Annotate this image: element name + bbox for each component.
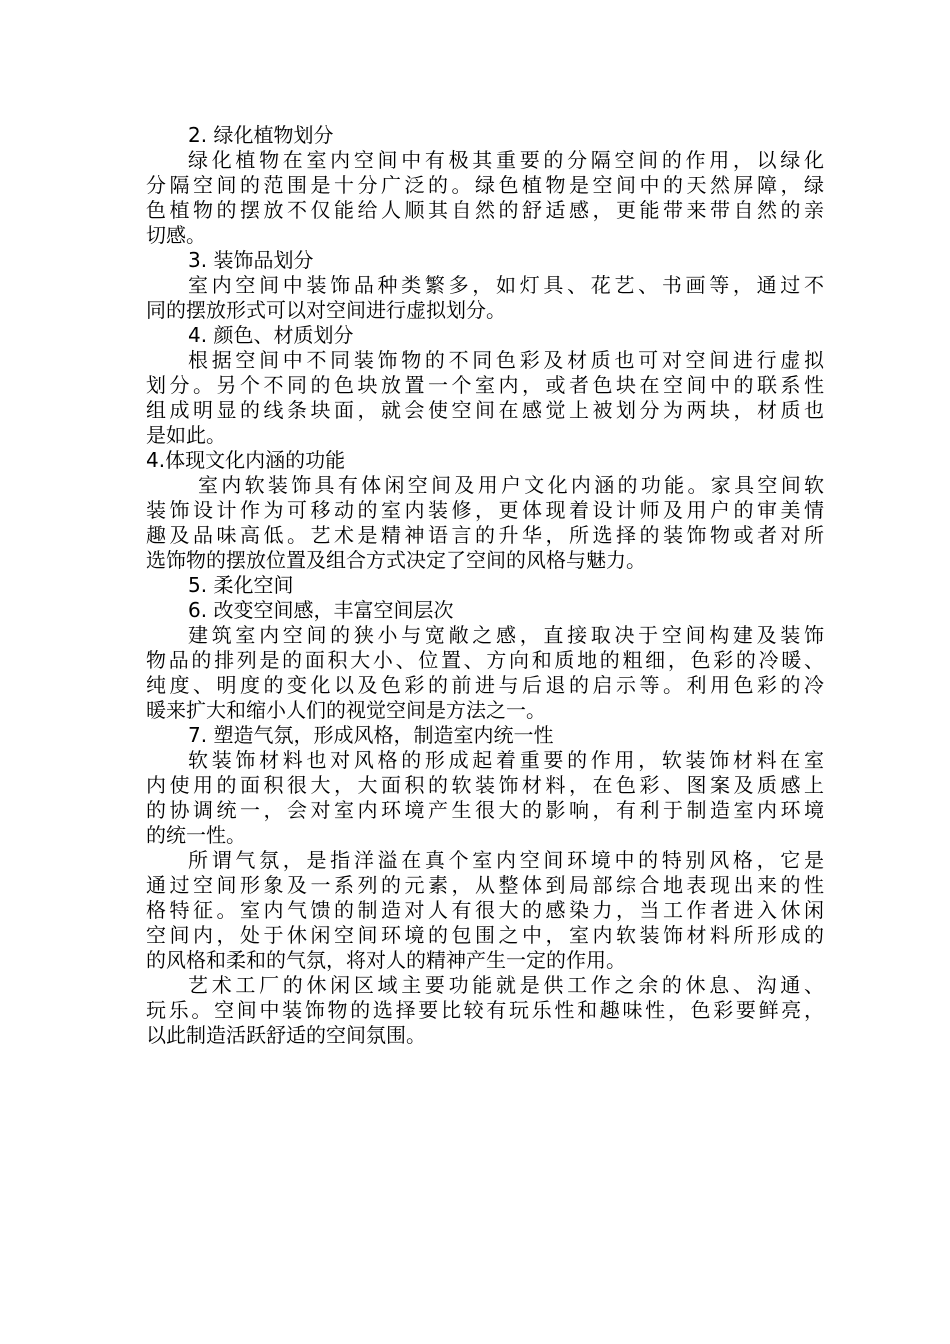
text-line: 的统一性。 (146, 823, 246, 847)
text-line: 装饰设计作为可移动的室内装修，更体现着设计师及用户的审美情 (146, 498, 824, 522)
document-page (146, 123, 824, 1048)
text-line: 6. 改变空间感，丰富空间层次 (188, 598, 454, 622)
text-line: 根据空间中不同装饰物的不同色彩及材质也可对空间进行虚拟 (188, 348, 824, 372)
text-line: 绿化植物在室内空间中有极其重要的分隔空间的作用，以绿化 (188, 148, 824, 172)
text-line: 组成明显的线条块面，就会使空间在感觉上被划分为两块，材质也 (146, 398, 824, 422)
text-line: 分隔空间的范围是十分广泛的。绿色植物是空间中的天然屏障，绿 (146, 173, 824, 197)
text-line: 的协调统一，会对室内环境产生很大的影响，有利于制造室内环境 (146, 798, 824, 822)
text-line: 3. 装饰品划分 (188, 248, 314, 272)
text-line: 色植物的摆放不仅能给人顺其自然的舒适感，更能带来带自然的亲 (146, 198, 824, 222)
text-line: 软装饰材料也对风格的形成起着重要的作用，软装饰材料在室 (188, 748, 824, 772)
text-line: 建筑室内空间的狭小与宽敞之感，直接取决于空间构建及装饰 (188, 623, 824, 647)
text-line: 划分。另个不同的色块放置一个室内，或者色块在空间中的联系性 (146, 373, 824, 397)
text-line: 趣及品味高低。艺术是精神语言的升华，所选择的装饰物或者对所 (146, 523, 824, 547)
text-line: 2. 绿化植物划分 (188, 123, 334, 147)
text-line: 暖来扩大和缩小人们的视觉空间是方法之一。 (146, 698, 546, 722)
text-line: 4.体现文化内涵的功能 (146, 448, 346, 472)
text-line: 5. 柔化空间 (188, 573, 294, 597)
text-line: 室内空间中装饰品种类繁多，如灯具、花艺、书画等，通过不 (188, 273, 824, 297)
text-line: 室内软装饰具有体闲空间及用户文化内涵的功能。家具空间软 (198, 473, 824, 497)
text-line: 艺术工厂的休闲区域主要功能就是供工作之余的休息、沟通、 (188, 973, 824, 997)
text-line: 7. 塑造气氛，形成风格，制造室内统一性 (188, 723, 554, 747)
text-line: 选饰物的摆放位置及组合方式决定了空间的风格与魅力。 (146, 548, 646, 572)
text-line: 格特征。室内气馈的制造对人有很大的感染力，当工作者进入休闲 (146, 898, 824, 922)
text-line: 空间内，处于休闲空间环境的包围之中，室内软装饰材料所形成的 (146, 923, 824, 947)
text-line: 是如此。 (146, 423, 226, 447)
text-line: 通过空间形象及一系列的元素，从整体到局部综合地表现出来的性 (146, 873, 824, 897)
text-line: 内使用的面积很大，大面积的软装饰材料，在色彩、图案及质感上 (146, 773, 824, 797)
text-line: 4. 颜色、材质划分 (188, 323, 354, 347)
text-line: 所谓气氛，是指洋溢在真个室内空间环境中的特别风格，它是 (188, 848, 824, 872)
text-line: 物品的排列是的面积大小、位置、方向和质地的粗细，色彩的冷暖、 (146, 648, 824, 672)
text-line: 切感。 (146, 223, 206, 247)
text-line: 玩乐。空间中装饰物的选择要比较有玩乐性和趣味性，色彩要鲜亮， (146, 998, 824, 1022)
text-line: 的风格和柔和的气氛，将对人的精神产生一定的作用。 (146, 948, 626, 972)
text-line: 纯度、明度的变化以及色彩的前进与后退的启示等。利用色彩的冷 (146, 673, 824, 697)
text-line: 同的摆放形式可以对空间进行虚拟划分。 (146, 298, 506, 322)
text-line: 以此制造活跃舒适的空间氛围。 (146, 1023, 426, 1047)
